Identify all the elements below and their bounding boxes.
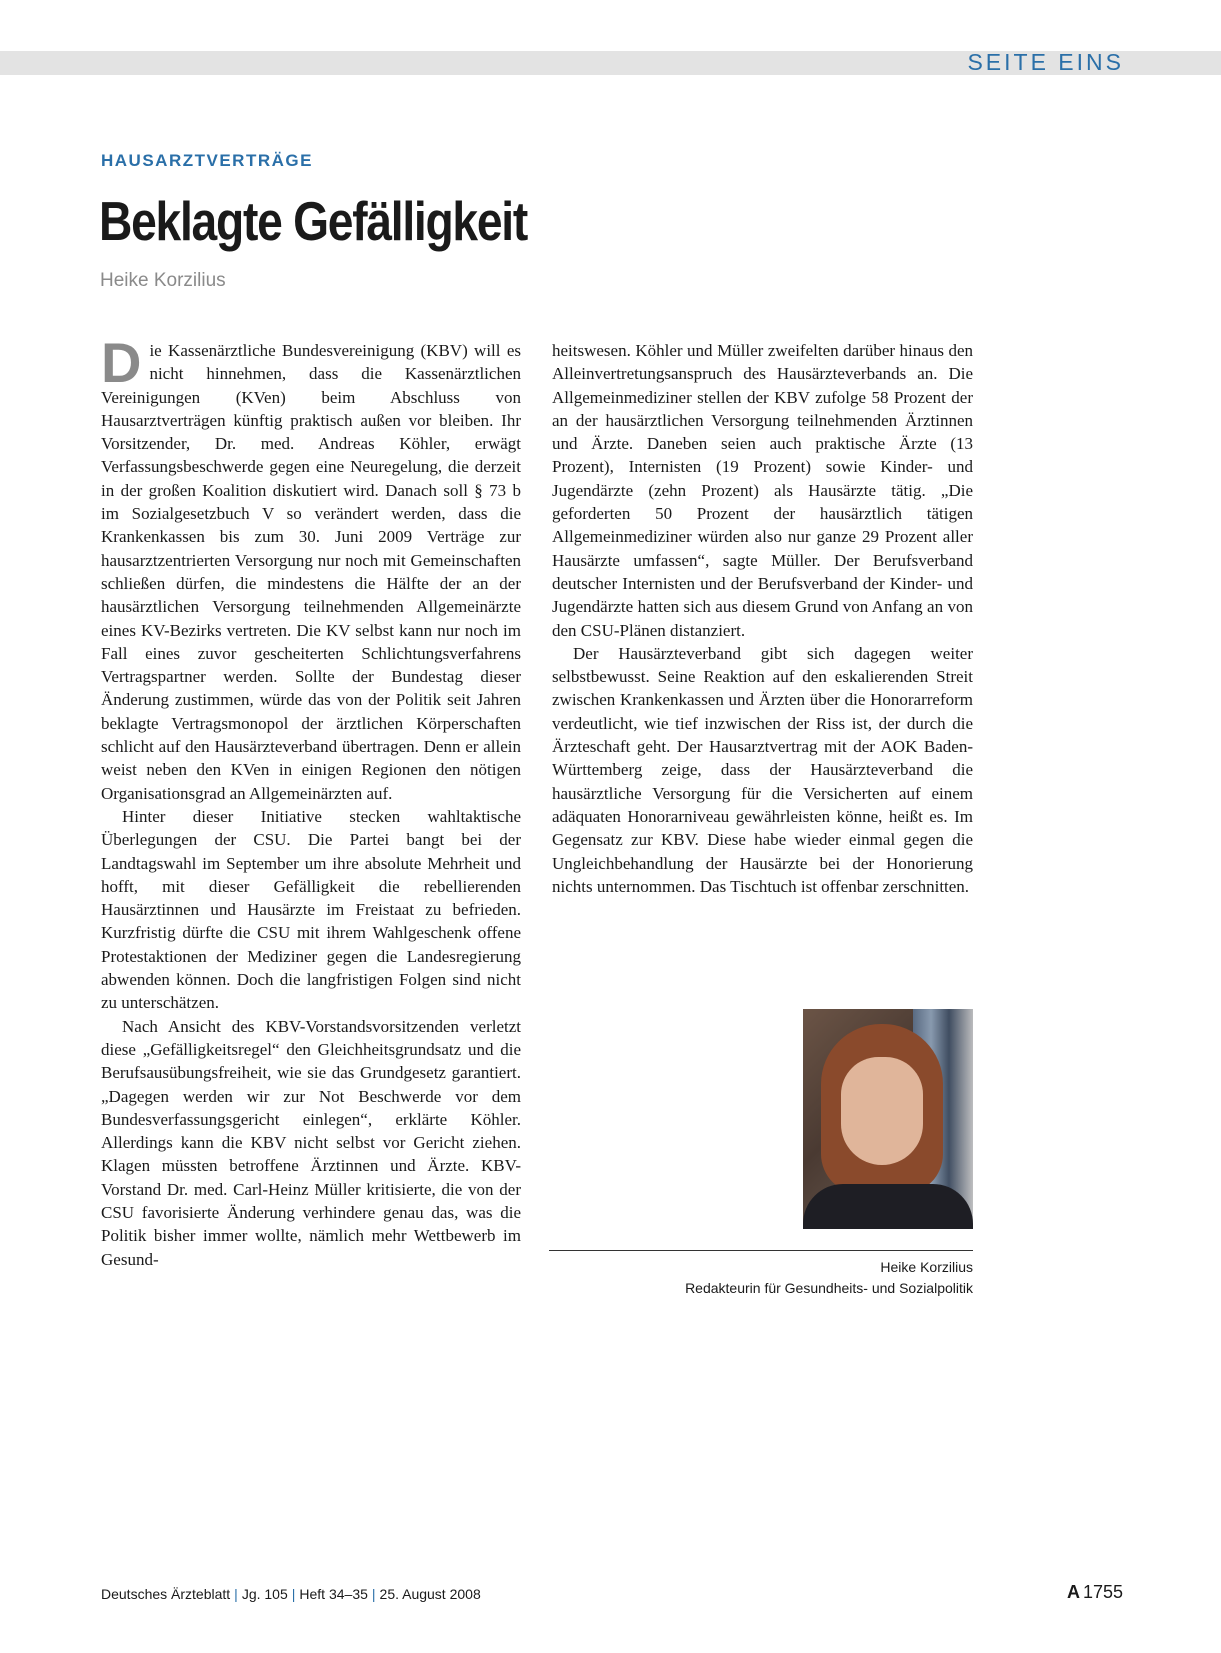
footer-volume: Jg. 105 (241, 1586, 288, 1602)
footer-date: 25. August 2008 (379, 1586, 481, 1602)
article-paragraph: Hinter dieser Initiative stecken wahltaktische Überlegungen der CSU. Die Partei bangt bei der Landtagswahl im September um ihre absolute Mehrheit und hofft, mit dieser Gefälligkeit die rebellierenden Hausärztinnen und Hausärzte im Freistaat zu befrieden. Kurzfristig dürfte die CSU mit ihrem Wahlgeschenk offene Protestaktionen der Mediziner gegen die Landesregierung abwenden können. Doch die langfristigen Folgen sind nicht zu unterschätzen. (101, 806, 521, 1013)
article-paragraph: Der Hausärzteverband gibt sich dagegen weiter selbstbewusst. Seine Reaktion auf den eskalierenden Streit zwischen Krankenkassen und Ärzten über die Honorarreform verdeutlicht, wie tief inzwischen der Riss ist, der durch die Ärzteschaft geht. Der Hausarztvertrag mit der AOK Baden-Württemberg zeige, dass der Hausärzteverband die hausärztliche Versorgung für die Versicherten auf einem adäquaten Honorarniveau gewährleisten könne, heißt es. Im Gegensatz zur KBV. Diese habe wieder einmal gegen die Ungleichbehandlung der Hausärzte bei der Honorierung nichts unternommen. Das Tischtuch ist offenbar zerschnitten. (552, 643, 973, 896)
portrait-shirt (803, 1184, 973, 1229)
drop-cap: D (101, 331, 142, 394)
article-paragraph: heitswesen. Köhler und Müller zweifelten darüber hinaus den Alleinvertretungsanspruch des Hausärzteverbands an. Die Allgemeinmediziner stellen der KBV zufolge 58 Prozent der an der hausärztlichen Versorgung teilnehmenden Ärztinnen und Ärzte. Daneben seien auch praktische Ärzte (13 Prozent), Internisten (19 Prozent) sowie Kinder- und Jugendärzte (zehn Prozent) als Hausärzte tätig. „Die geforderten 50 Prozent der hausärztlich tätigen Allgemeinmediziner würden also nur ganze 29 Prozent aller Hausärzte umfassen“, sagte Müller. Der Berufsverband deutscher Internisten und der Berufsverband der Kinder- und Jugendärzte hatten sich aus diesem Grund von Anfang an von den CSU-Plänen distanziert. (552, 341, 973, 640)
article-column-left (101, 331, 521, 1271)
article-paragraph: Nach Ansicht des KBV-Vorstandsvorsitzenden verletzt diese „Gefälligkeitsregel“ den Gleichheitsgrundsatz und die Berufsausübungsfreiheit, wie sie das Grundgesetz garantiert. „Dagegen werden wir zur Not Beschwerde vor dem Bundesverfassungsgericht einlegen“, erklärte Köhler. Allerdings kann die KBV nicht selbst vor Gericht ziehen. Klagen müssten betroffene Ärztinnen und Ärzte. KBV-Vorstand Dr. med. Carl-Heinz Müller kritisierte, die von der CSU favorisierte Änderung verhindere genau das, was die Politik bisher immer wollte, nämlich mehr Wettbewerb im Gesund- (101, 1016, 521, 1269)
footer-separator: | (371, 1586, 376, 1602)
footer-separator: | (291, 1586, 296, 1602)
page-footer (101, 1586, 481, 1602)
caption-divider (549, 1250, 973, 1251)
author-name: Heike Korzilius (880, 1259, 973, 1275)
page-number-value: 1755 (1082, 1582, 1123, 1602)
section-label: SEITE EINS (967, 49, 1124, 75)
paragraph-text: ie Kassenärztliche Bundesvereinigung (KBV) will es nicht hinnehmen, dass die Kassenärztlichen Vereinigungen (KVen) beim Abschluss von Hausarztverträgen künftig praktisch außen vor bleiben. Ihr Vorsitzender, Dr. med. Andreas Köhler, erwägt Verfassungsbeschwerde gegen eine Neuregelung, die derzeit in der großen Koalition diskutiert wird. Danach soll § 73 b im Sozialgesetzbuch V so verändert werden, dass die Krankenkassen bis zum 30. Juni 2009 Verträge zur hausarztzentrierten Versorgung nur noch mit Gemeinschaften schließen dürfen, die mindestens die Hälfte der an der hausärztlichen Versorgung teilnehmenden Allgemeinärzte eines KV-Bezirks vertreten. Die KV selbst kann nur noch im Fall eines zuvor gescheiterten Schlichtungsverfahrens Vertragspartner werden. Sollte der Bundestag dieser Änderung zustimmen, würde das von der Politik seit Jahren beklagte Vertragsmonopol der ärztlichen Körperschaften schlicht auf den Hausärzteverband übertragen. Denn er allein weist neben den KVen in einigen Regionen den nötigen Organisationsgrad an Allgemeinärzten auf. (101, 341, 521, 803)
footer-publication: Deutsches Ärzteblatt (101, 1586, 231, 1602)
article-byline: Heike Korzilius (100, 270, 226, 291)
page-number (1067, 1582, 1123, 1603)
footer-issue: Heft 34–35 (299, 1586, 368, 1602)
author-role: Redakteurin für Gesundheits- und Sozialpolitik (685, 1280, 973, 1296)
footer-separator: | (234, 1586, 238, 1602)
author-portrait (803, 1009, 973, 1229)
article-headline: Beklagte Gefälligkeit (99, 190, 528, 252)
article-paragraph (101, 331, 521, 805)
article-kicker: HAUSARZTVERTRÄGE (101, 151, 313, 170)
portrait-face (841, 1057, 923, 1165)
article-column-right (552, 339, 973, 898)
author-caption (685, 1257, 973, 1299)
page-prefix: A (1066, 1582, 1080, 1602)
